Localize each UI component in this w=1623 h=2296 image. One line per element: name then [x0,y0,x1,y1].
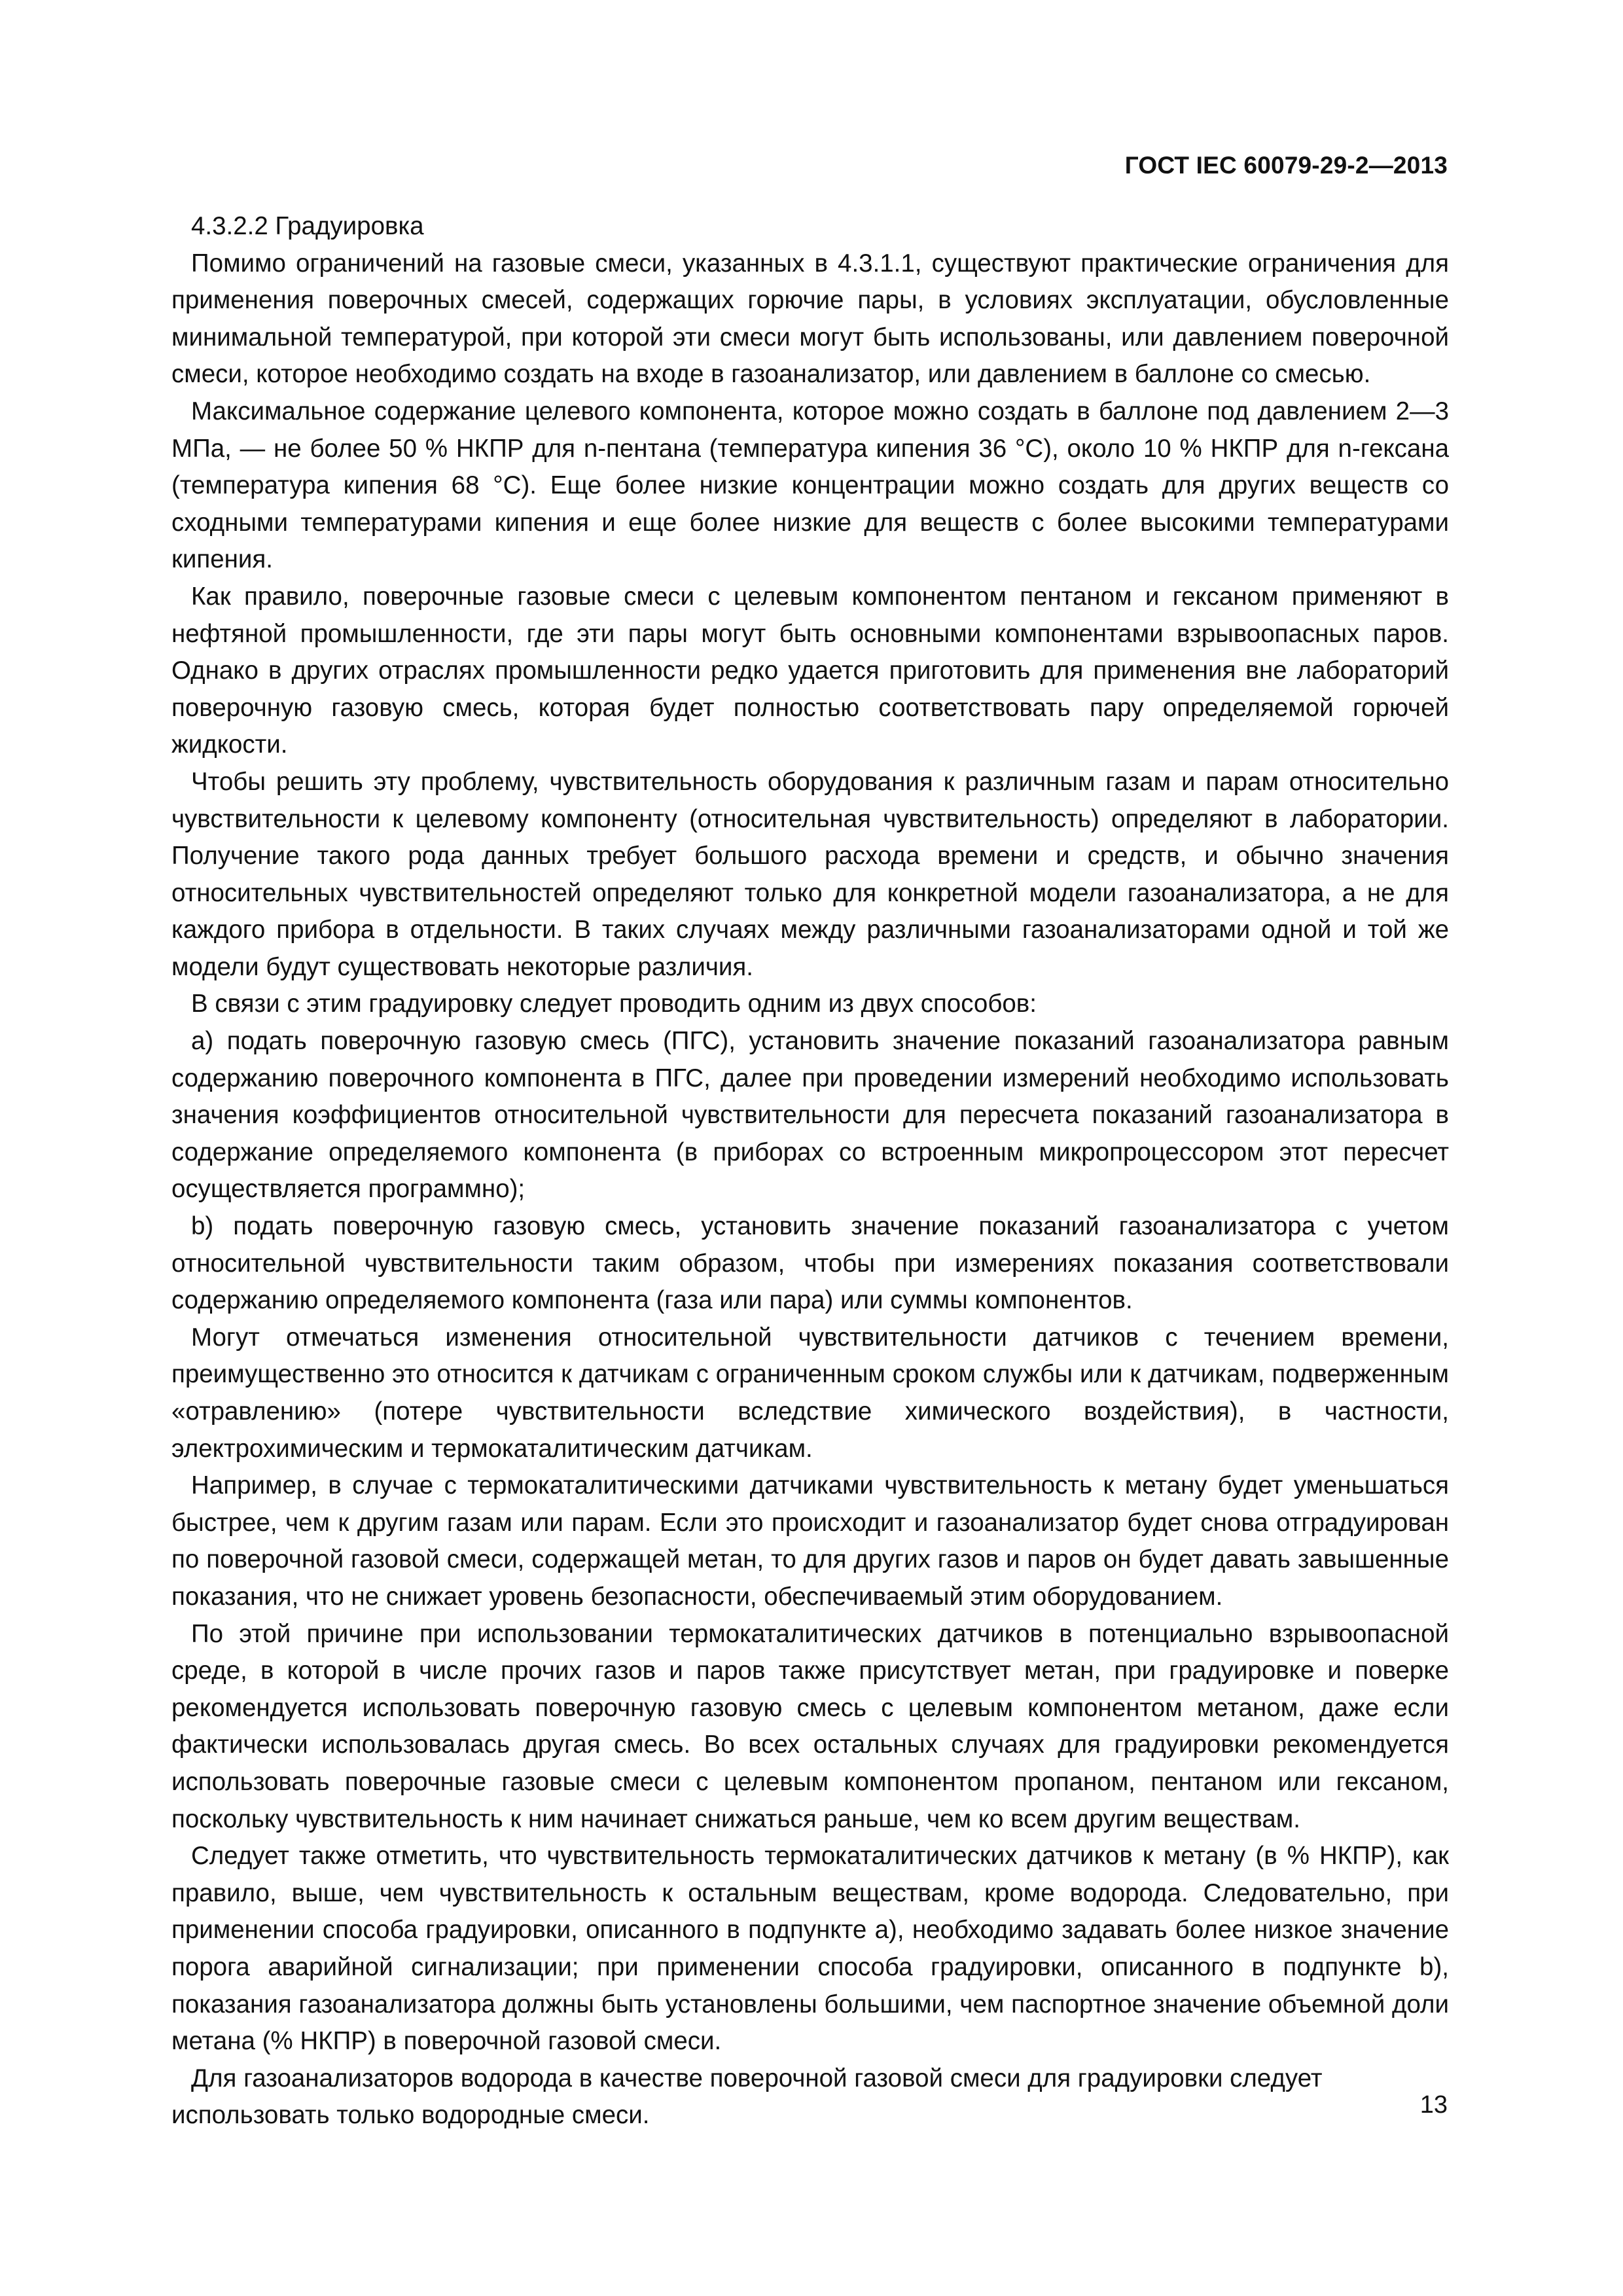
paragraph: Максимальное содержание целевого компонента, которое можно создать в баллоне под давлением 2—3 МПа, — не более 50 % НКПР для n-пентана (температура кипения 36 °С), около 10 % НКПР для n-гексана (температура кипения 68 °С). Еще более низкие концентрации можно создать для других веществ со сходными температурами кипения и еще более низкие для веществ с более высокими температурами кипения. [171,397,1449,574]
page-number: 13 [1419,2091,1448,2119]
document-body [171,208,1449,2134]
list-item-b: b) подать поверочную газовую смесь, установить значение показаний газоанализатора с учетом относительной чувствительности таким образом, чтобы при измерениях показания соответствовали содержанию определяемого компонента (газа или пара) или суммы компонентов. [171,1212,1449,1315]
paragraph: В связи с этим градуировку следует проводить одним из двух способов: [191,990,1037,1018]
paragraph: Как правило, поверочные газовые смеси с целевым компонентом пентаном и гексаном применяют в нефтяной промышленности, где эти пары могут быть основными компонентами взрывоопасных паров. Однако в других отраслях промышленности редко удается приготовить для применения вне лабораторий поверочную газовую смесь, которая будет полностью соответствовать пару определяемой горючей жидкости. [171,582,1449,759]
paragraph: Например, в случае с термокаталитическими датчиками чувствительность к метану будет уменьшаться быстрее, чем к другим газам или парам. Если это происходит и газоанализатор будет снова отградуирован по поверочной газовой смеси, содержащей метан, то для других газов и паров он будет давать завышенные показания, что не снижает уровень безопасности, обеспечиваемый этим оборудованием. [171,1471,1449,1611]
list-item-a: a) подать поверочную газовую смесь (ПГС), установить значение показаний газоанализатора равным содержанию поверочного компонента в ПГС, далее при проведении измерений необходимо использовать значения коэффициентов относительной чувствительности для пересчета показаний газоанализатора в содержание определяемого компонента (в приборах со встроенным микропроцессором этот пересчет осуществляется программно); [171,1027,1449,1204]
paragraph: Помимо ограничений на газовые смеси, указанных в 4.3.1.1, существуют практические ограничения для применения поверочных смесей, содержащих горючие пары, в условиях эксплуатации, обусловленные минимальной температурой, при которой эти смеси могут быть использованы, или давлением поверочной смеси, которое необходимо создать на входе в газоанализатор, или давлением в баллоне со смесью. [171,249,1449,389]
paragraph: По этой причине при использовании термокаталитических датчиков в потенциально взрывоопасной среде, в которой в числе прочих газов и паров также присутствует метан, при градуировке и поверке рекомендуется использовать поверочную газовую смесь с целевым компонентом метаном, даже если фактически использовалась другая смесь. Во всех остальных случаях для градуировки рекомендуется использовать поверочные газовые смеси с целевым компонентом пропаном, пентаном или гексаном, поскольку чувствительность к ним начинает снижаться раньше, чем ко всем другим веществам. [171,1619,1449,1833]
paragraph: Чтобы решить эту проблему, чувствительность оборудования к различным газам и парам относительно чувствительности к целевому компоненту (относительная чувствительность) определяют в лаборатории. Получение такого рода данных требует большого расхода времени и средств, и обычно значения относительных чувствительностей определяют только для конкретной модели газоанализатора, а не для каждого прибора в отдельности. В таких случаях между различными газоанализаторами одной и той же модели будут существовать некоторые различия. [171,767,1449,981]
section-heading: 4.3.2.2 Градуировка [191,212,424,240]
paragraph: Могут отмечаться изменения относительной чувствительности датчиков с течением времени, преимущественно это относится к датчикам с ограниченным сроком службы или к датчикам, подверженным «отравлению» (потере чувствительности вследствие химического воздействия), в частности, электрохимическим и термокаталитическим датчикам. [171,1323,1449,1463]
document-standard-number: ГОСТ IEC 60079-29-2—2013 [1124,152,1448,179]
paragraph: Следует также отметить, что чувствительность термокаталитических датчиков к метану (в % НКПР), как правило, выше, чем чувствительность к остальным веществам, кроме водорода. Следовательно, при применении способа градуировки, описанного в подпункте a), необходимо задавать более низкое значение порога аварийной сигнализации; при применении способа градуировки, описанного в подпункте b), показания газоанализатора должны быть установлены большими, чем паспортное значение объемной доли метана (% НКПР) в поверочной газовой смеси. [171,1842,1449,2056]
paragraph: Для газоанализаторов водорода в качестве поверочной газовой смеси для градуировки следует использовать только водородные смеси. [171,2064,1323,2130]
